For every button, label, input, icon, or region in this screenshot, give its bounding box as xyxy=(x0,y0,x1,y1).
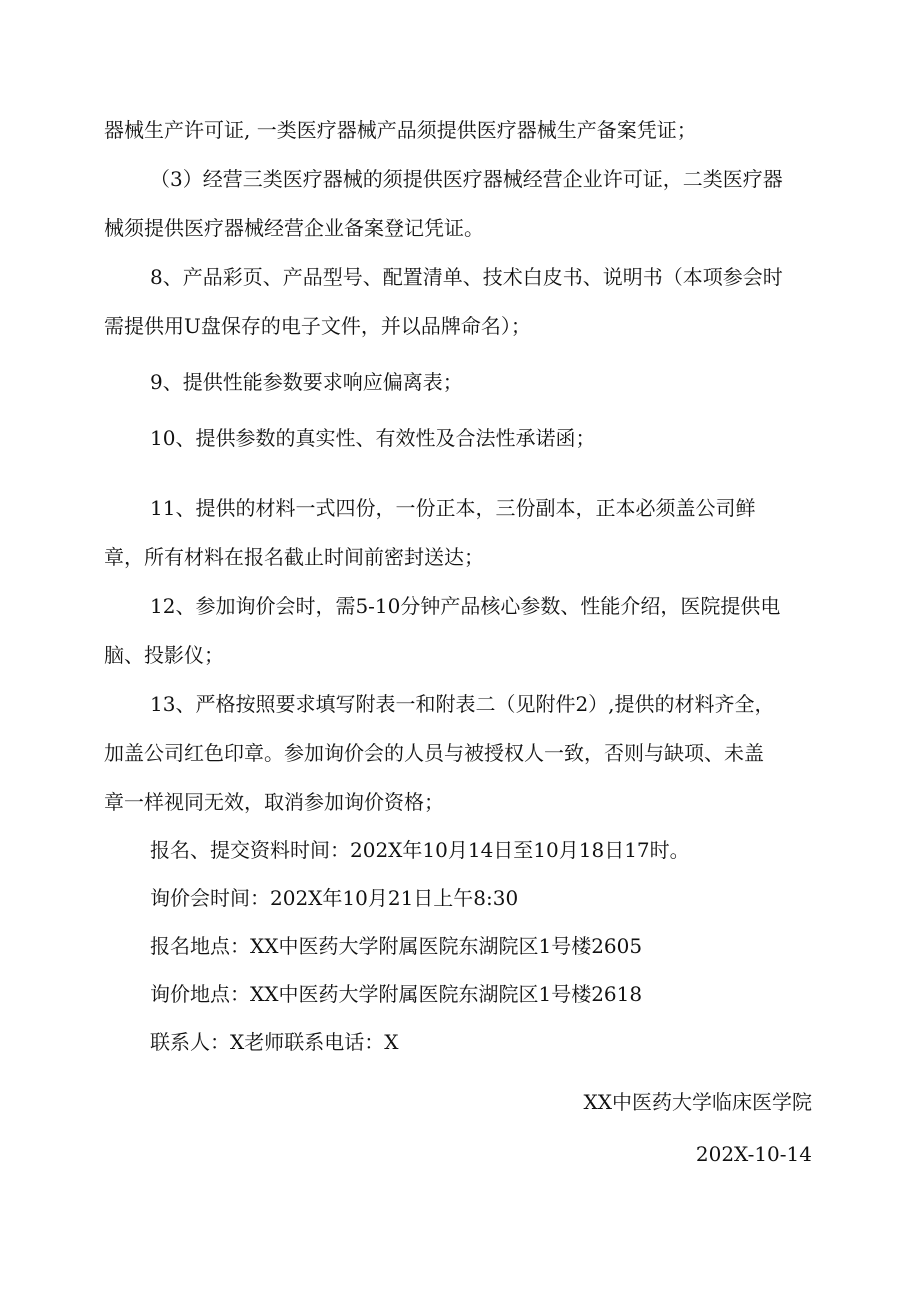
paragraph-line: 报名、提交资料时间：202X年10月14日至10月18日17时。 xyxy=(150,838,690,862)
paragraph-line: 需提供用U盘保存的电子文件，并以品牌命名）； xyxy=(104,314,531,338)
paragraph-line: 询价地点：XX中医药大学附属医院东湖院区1号楼2618 xyxy=(150,982,643,1006)
signature-date: 202X-10-14 xyxy=(695,1142,812,1166)
paragraph-line: 13、严格按照要求填写附表一和附表二（见附件2）,提供的材料齐全， xyxy=(150,692,775,716)
paragraph-line: 章，所有材料在报名截止时间前密封送达； xyxy=(104,545,484,569)
paragraph-line: 10、提供参数的真实性、有效性及合法性承诺函； xyxy=(150,426,596,450)
paragraph-line: 9、提供性能参数要求响应偏离表； xyxy=(150,370,463,394)
paragraph-line: 12、参加询价会时，需5-10分钟产品核心参数、性能介绍，医院提供电 xyxy=(150,594,781,618)
paragraph-line: 加盖公司红色印章。参加询价会的人员与被授权人一致，否则与缺项、未盖 xyxy=(104,741,764,765)
paragraph-line: 询价会时间：202X年10月21日上午8:30 xyxy=(150,886,519,910)
signature-organization: XX中医药大学临床医学院 xyxy=(583,1090,812,1114)
paragraph-line: 报名地点：XX中医药大学附属医院东湖院区1号楼2605 xyxy=(150,934,643,958)
paragraph-line: 器械生产许可证, 一类医疗器械产品须提供医疗器械生产备案凭证； xyxy=(104,118,697,142)
paragraph-line: 械须提供医疗器械经营企业备案登记凭证。 xyxy=(104,216,484,240)
paragraph-line: 脑、投影仪； xyxy=(104,643,224,667)
paragraph-line: 联系人：X老师联系电话：X xyxy=(150,1030,399,1054)
paragraph-line: 8、产品彩页、产品型号、配置清单、技术白皮书、说明书（本项参会时 xyxy=(150,265,783,289)
paragraph-line: （3）经营三类医疗器械的须提供医疗器械经营企业许可证，二类医疗器 xyxy=(150,167,783,191)
paragraph-line: 章一样视同无效，取消参加询价资格； xyxy=(104,790,444,814)
paragraph-line: 11、提供的材料一式四份，一份正本，三份副本，正本必须盖公司鲜 xyxy=(150,496,756,520)
